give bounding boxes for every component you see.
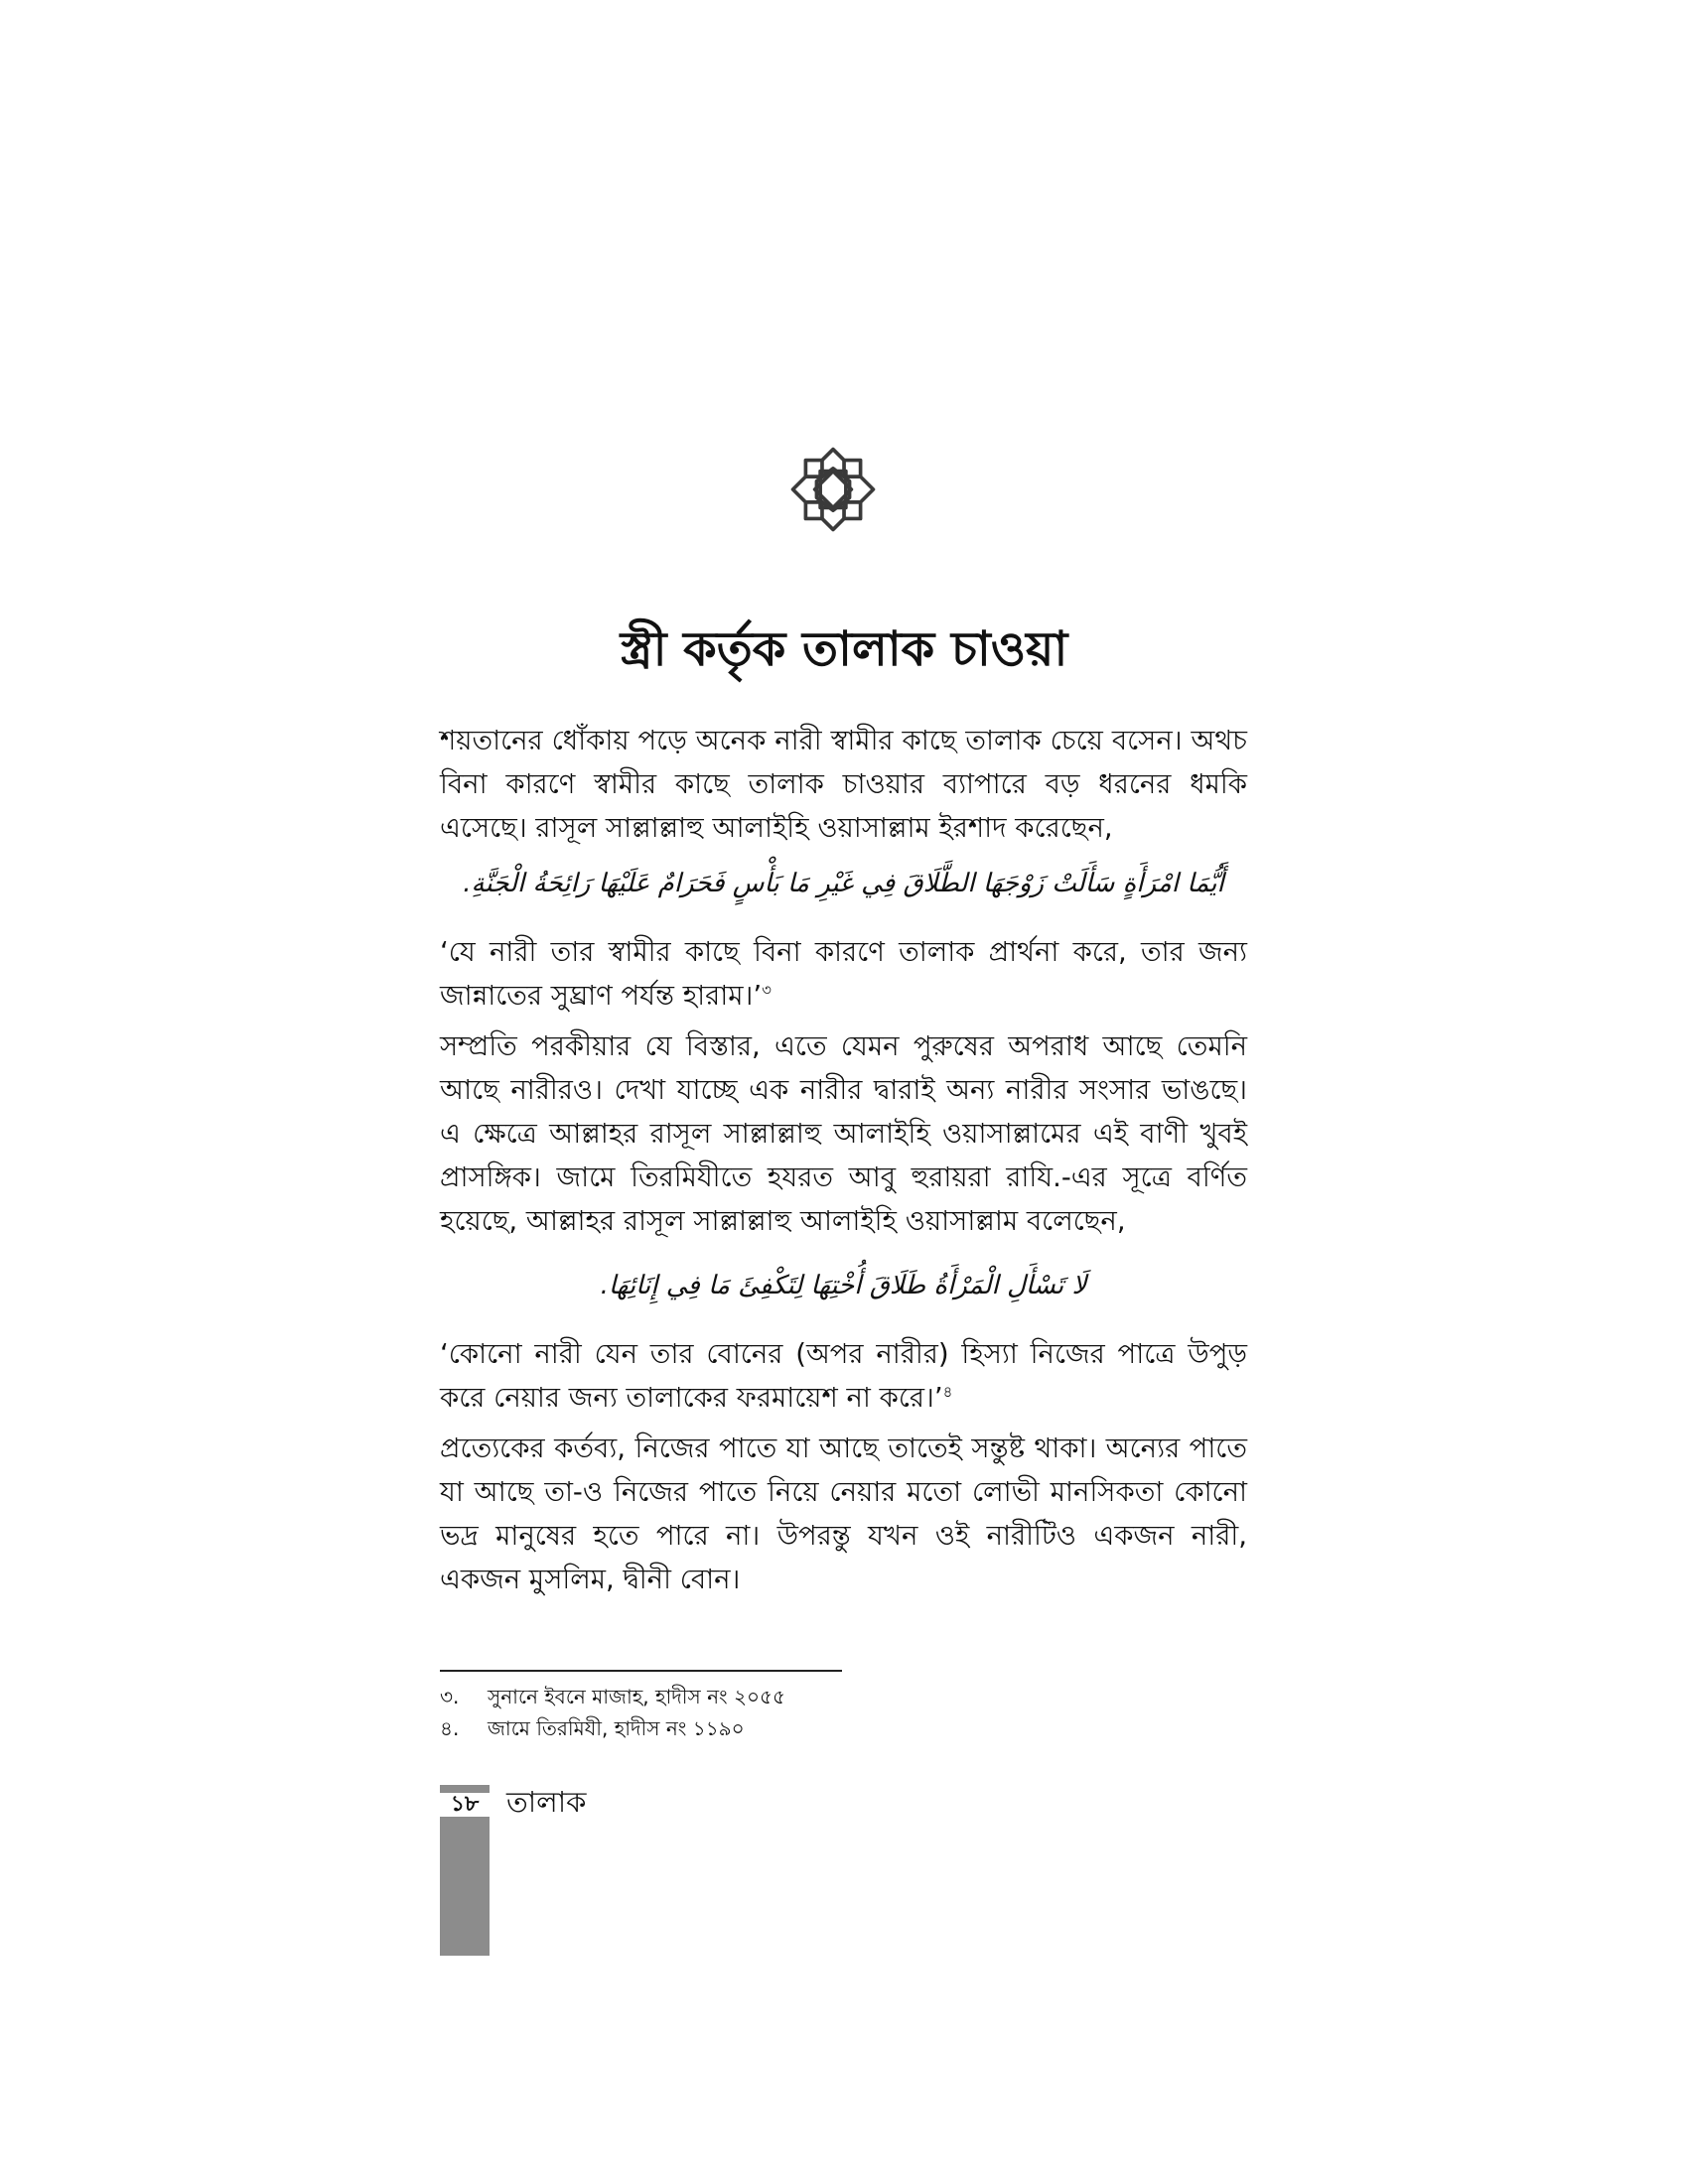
- hadith-translation-text: ‘যে নারী তার স্বামীর কাছে বিনা কারণে তালাক প্রার্থনা করে, তার জন্য জান্নাতের সুঘ্রাণ পর্যন্ত হারাম।’: [440, 936, 1247, 1012]
- footnote-ref: ৩: [762, 980, 772, 999]
- footnote-number: ৩.: [440, 1685, 460, 1708]
- page-number: ১৮: [440, 1787, 490, 1817]
- footnote-text: জামে তিরমিযী, হাদীস নং ১১৯০: [488, 1716, 745, 1740]
- running-head: তালাক: [506, 1785, 587, 1819]
- paragraph-intro: শয়তানের ধোঁকায় পড়ে অনেক নারী স্বামীর কাছে তালাক চেয়ে বসেন। অথচ বিনা কারণে স্বামীর কাছে তালাক চাওয়ার ব্যাপারে বড় ধরনের ধমকি এসেছে। রাসূল সাল্লাল্লাহু আলাইহি ওয়াসাল্লাম ইরশাদ করেছেন,: [440, 725, 1247, 844]
- footnote-ref: ৪: [942, 1382, 953, 1401]
- hadith-translation-text: ‘কোনো নারী যেন তার বোনের (অপর নারীর) হিস্যা নিজের পাত্রে উপুড় করে নেয়ার জন্য তালাকের ফরমায়েশ না করে।’: [440, 1338, 1247, 1414]
- star-lattice-ornament-icon: [787, 444, 879, 535]
- chapter-title: স্ত্রী কর্তৃক তালাক চাওয়া: [620, 621, 1068, 677]
- paragraph-conclusion: প্রত্যেকের কর্তব্য, নিজের পাতে যা আছে তাতেই সন্তুষ্ট থাকা। অন্যের পাতে যা আছে তা-ও নিজের পাতে নিয়ে নেয়ার মতো লোভী মানসিকতা কোনো ভদ্র মানুষের হতে পারে না। উপরন্তু যখন ওই নারীটিও একজন নারী, একজন মুসলিম, দ্বীনী বোন।: [440, 1433, 1247, 1595]
- footnote-4: [440, 1713, 1247, 1743]
- hadith-arabic-1: أَيُّمَا امْرَأَةٍ سَأَلَتْ زَوْجَهَا الطَّلَاقَ فِي غَيْرِ مَا بَأْسٍ فَحَرَامٌ عَلَيْهَا رَائِحَةُ الْجَنَّةِ.: [463, 869, 1224, 898]
- hadith-translation-2: [440, 1332, 1247, 1420]
- hadith-translation-1: [440, 930, 1247, 1018]
- hadith-arabic-2: لَا تَسْأَلِ الْمَرْأَةُ طَلَاقَ أُخْتِهَا لِتَكْفِئَ مَا فِي إِنَائِهَا.: [600, 1271, 1087, 1300]
- footnote-number: ৪.: [440, 1716, 460, 1740]
- paragraph-context: সম্প্রতি পরকীয়ার যে বিস্তার, এতে যেমন পুরুষের অপরাধ আছে তেমনি আছে নারীরও। দেখা যাচ্ছে এক নারীর দ্বারাই অন্য নারীর সংসার ভাঙছে। এ ক্ষেত্রে আল্লাহর রাসূল সাল্লাল্লাহু আলাইহি ওয়াসাল্লামের এই বাণী খুবই প্রাসঙ্গিক। জামে তিরমিযীতে হযরত আবু হুরায়রা রাযি.-এর সূত্রে বর্ণিত হয়েছে, আল্লাহর রাসূল সাল্লাল্লাহু আলাইহি ওয়াসাল্লাম বলেছেন,: [440, 1030, 1247, 1237]
- footnote-divider: [440, 1670, 842, 1672]
- footnote-text: সুনানে ইবনে মাজাহ, হাদীস নং ২০৫৫: [488, 1685, 785, 1708]
- footnote-3: [440, 1682, 1247, 1711]
